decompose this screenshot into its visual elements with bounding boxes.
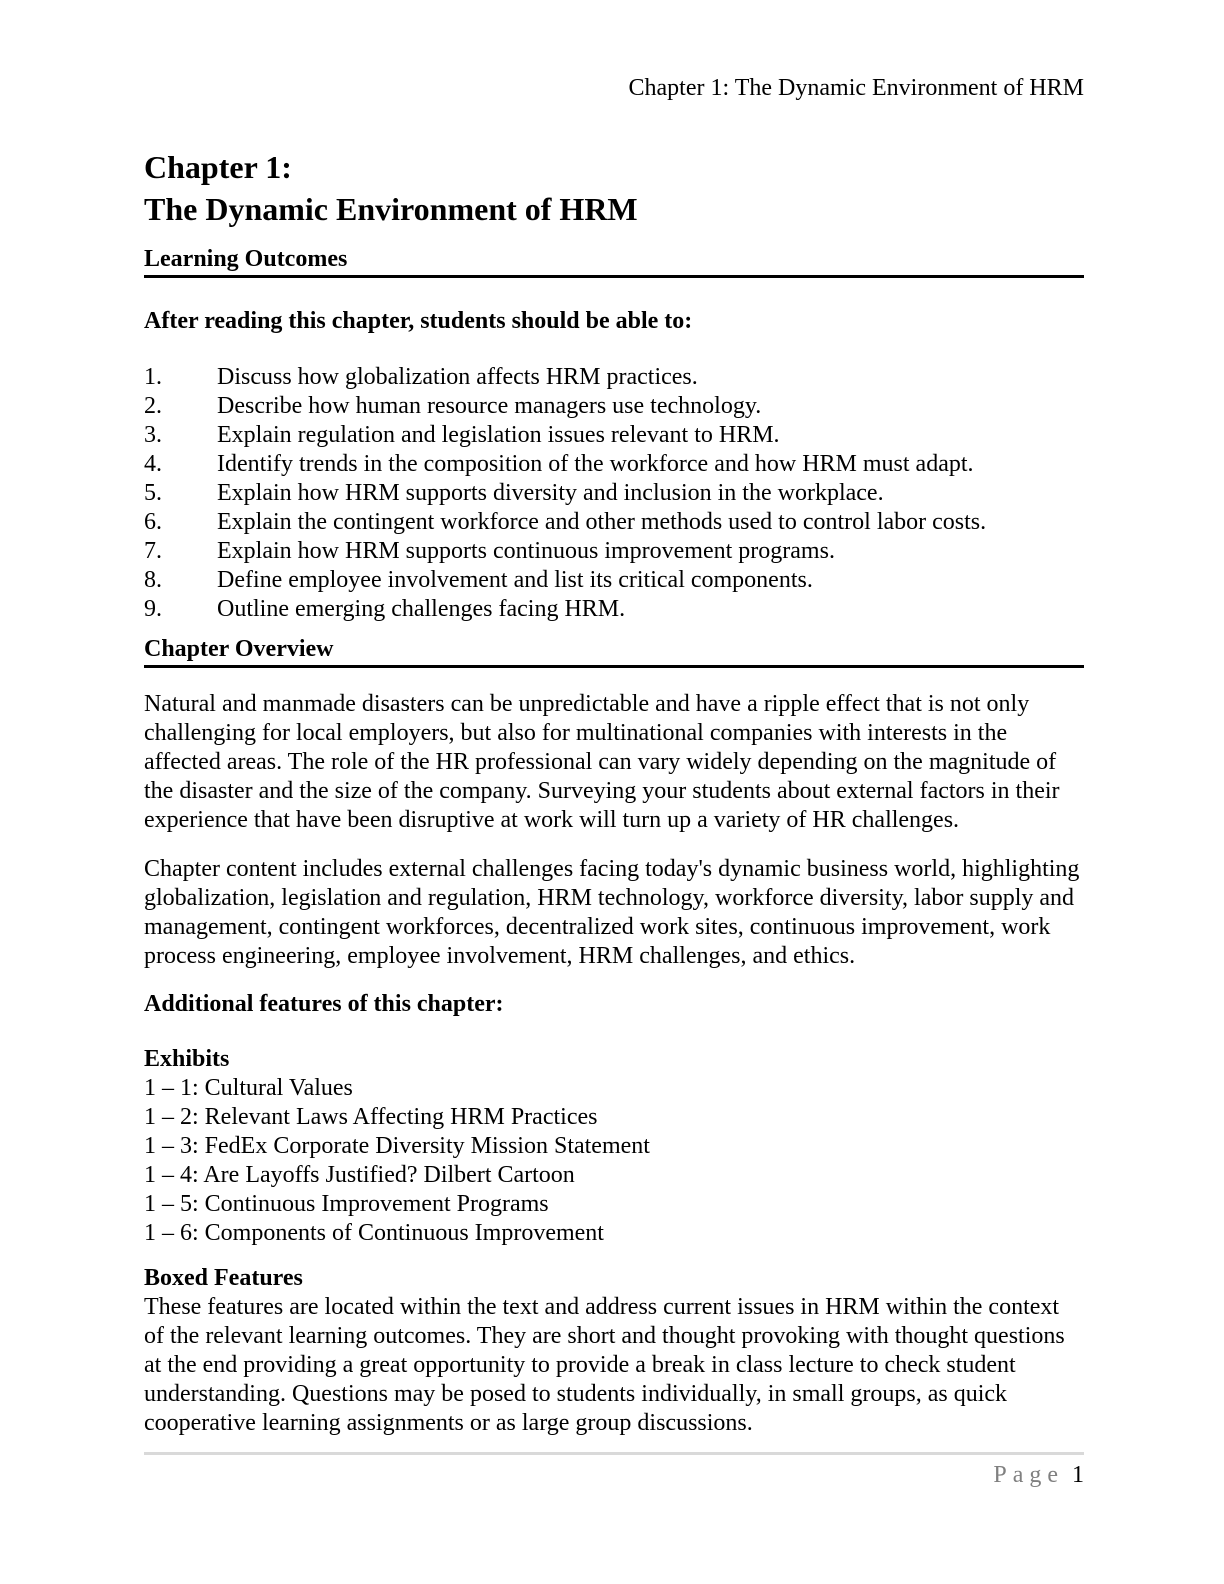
list-item-text: Explain regulation and legislation issues relevant to HRM. [217, 422, 780, 448]
list-item: 1 – 2: Relevant Laws Affecting HRM Practices [144, 1104, 598, 1130]
list-item-number: 6. [144, 509, 162, 535]
chapter-overview-heading: Chapter Overview [144, 636, 1084, 668]
list-item-text: Explain the contingent workforce and other methods used to control labor costs. [217, 509, 987, 535]
list-item-text: Outline emerging challenges facing HRM. [217, 596, 626, 622]
list-item: 1 – 6: Components of Continuous Improvement [144, 1220, 604, 1246]
list-item: 1 – 5: Continuous Improvement Programs [144, 1191, 549, 1217]
list-item [144, 479, 1084, 508]
list-item-number: 9. [144, 596, 162, 622]
list-item [144, 363, 1084, 392]
list-item-number: 3. [144, 422, 162, 448]
list-item: 1 – 3: FedEx Corporate Diversity Mission Statement [144, 1133, 650, 1159]
page-label: Page [993, 1462, 1064, 1488]
list-item [144, 595, 1084, 624]
list-item [144, 450, 1084, 479]
learning-outcomes-intro: After reading this chapter, students should be able to: [144, 308, 693, 334]
list-item-number: 1. [144, 364, 162, 390]
additional-features-heading: Additional features of this chapter: [144, 991, 504, 1017]
list-item [144, 508, 1084, 537]
page-content [0, 74, 1224, 1438]
learning-outcomes-list [144, 363, 1084, 624]
learning-outcomes-heading: Learning Outcomes [144, 246, 1084, 278]
list-item-text: Identify trends in the composition of the workforce and how HRM must adapt. [217, 451, 974, 477]
chapter-title-line2: The Dynamic Environment of HRM [144, 191, 638, 227]
list-item-number: 2. [144, 393, 162, 419]
list-item-text: Explain how HRM supports diversity and inclusion in the workplace. [217, 480, 884, 506]
overview-paragraph-1: Natural and manmade disasters can be unpredictable and have a ripple effect that is not only challenging for local employers, but also for multinational companies with interests in the affected areas. The role of the HR professional can vary widely depending on the magnitude of the disaster and the size of the company. Surveying your students about external factors in their experience that have been disruptive at work will turn up a variety of HR challenges. [144, 691, 1060, 833]
page-number: 1 [1072, 1462, 1084, 1488]
list-item: 1 – 4: Are Layoffs Justified? Dilbert Cartoon [144, 1162, 575, 1188]
list-item-text: Describe how human resource managers use technology. [217, 393, 762, 419]
list-item: 1 – 1: Cultural Values [144, 1075, 353, 1101]
list-item [144, 421, 1084, 450]
running-header: Chapter 1: The Dynamic Environment of HRM [628, 75, 1084, 101]
boxed-features-heading: Boxed Features [144, 1265, 303, 1291]
overview-paragraph-2: Chapter content includes external challenges facing today's dynamic business world, highlighting globalization, legislation and regulation, HRM technology, workforce diversity, labor supply and management, contingent workforces, decentralized work sites, continuous improvement, work process engineering, employee involvement, HRM challenges, and ethics. [144, 856, 1080, 969]
list-item-text: Define employee involvement and list its critical components. [217, 567, 813, 593]
boxed-features-paragraph: These features are located within the text and address current issues in HRM within the context of the relevant learning outcomes. They are short and thought provoking with thought questions at the end providing a great opportunity to provide a break in class lecture to check student understanding. Questions may be posed to students individually, in small groups, as quick cooperative learning assignments or as large group discussions. [144, 1294, 1065, 1436]
footer-divider [144, 1452, 1084, 1455]
list-item-number: 7. [144, 538, 162, 564]
list-item [144, 392, 1084, 421]
list-item-number: 5. [144, 480, 162, 506]
page-footer [993, 1460, 1084, 1490]
list-item [144, 566, 1084, 595]
chapter-title [144, 146, 1084, 230]
list-item-text: Explain how HRM supports continuous improvement programs. [217, 538, 835, 564]
list-item-number: 8. [144, 567, 162, 593]
list-item-text: Discuss how globalization affects HRM practices. [217, 364, 698, 390]
list-item-number: 4. [144, 451, 162, 477]
chapter-title-line1: Chapter 1: [144, 149, 292, 185]
exhibits-list [144, 1074, 1084, 1248]
exhibits-heading: Exhibits [144, 1046, 230, 1072]
list-item [144, 537, 1084, 566]
